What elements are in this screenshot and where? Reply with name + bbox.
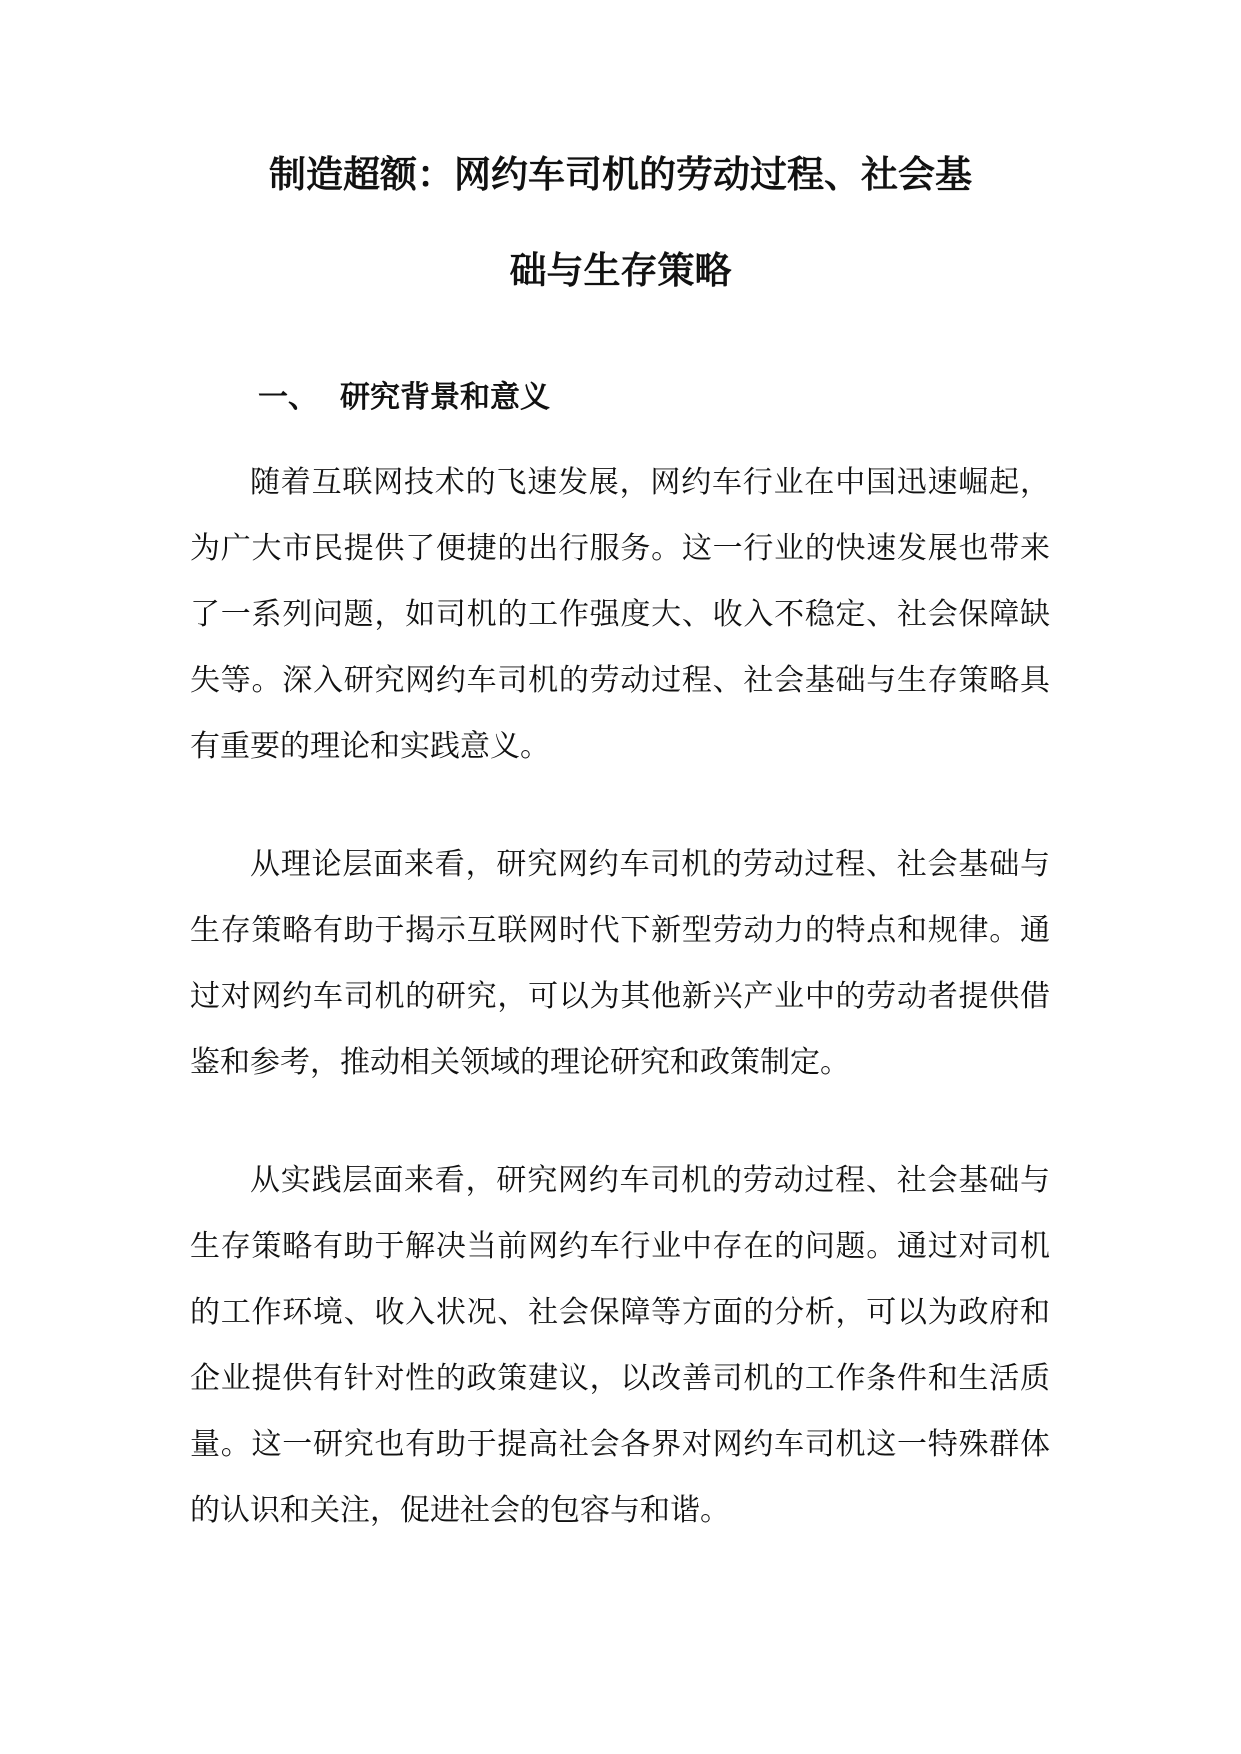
section-heading-text: 研究背景和意义 bbox=[340, 380, 550, 415]
paragraph-practice: 从实践层面来看，研究网约车司机的劳动过程、社会基础与生存策略有助于解决当前网约车行业中存在的问题。通过对司机的工作环境、收入状况、社会保障等方面的分析，可以为政府和企业提供有针对性的政策建议，以改善司机的工作条件和生活质量。这一研究也有助于提高社会各界对网约车司机这一特殊群体的认识和关注，促进社会的包容与和谐。 bbox=[190, 1163, 1050, 1528]
section-heading bbox=[258, 378, 550, 418]
paragraph-background: 随着互联网技术的飞速发展，网约车行业在中国迅速崛起，为广大市民提供了便捷的出行服务。这一行业的快速发展也带来了一系列问题，如司机的工作强度大、收入不稳定、社会保障缺失等。深入研究网约车司机的劳动过程、社会基础与生存策略具有重要的理论和实践意义。 bbox=[190, 465, 1050, 764]
document-title-line-2: 础与生存策略 bbox=[509, 249, 732, 292]
section-number: 一、 bbox=[258, 380, 318, 415]
paragraph-theory: 从理论层面来看，研究网约车司机的劳动过程、社会基础与生存策略有助于揭示互联网时代下新型劳动力的特点和规律。通过对网约车司机的研究，可以为其他新兴产业中的劳动者提供借鉴和参考，推动相关领域的理论研究和政策制定。 bbox=[190, 847, 1050, 1080]
document-title-line-1: 制造超额：网约车司机的劳动过程、社会基 bbox=[269, 153, 972, 196]
